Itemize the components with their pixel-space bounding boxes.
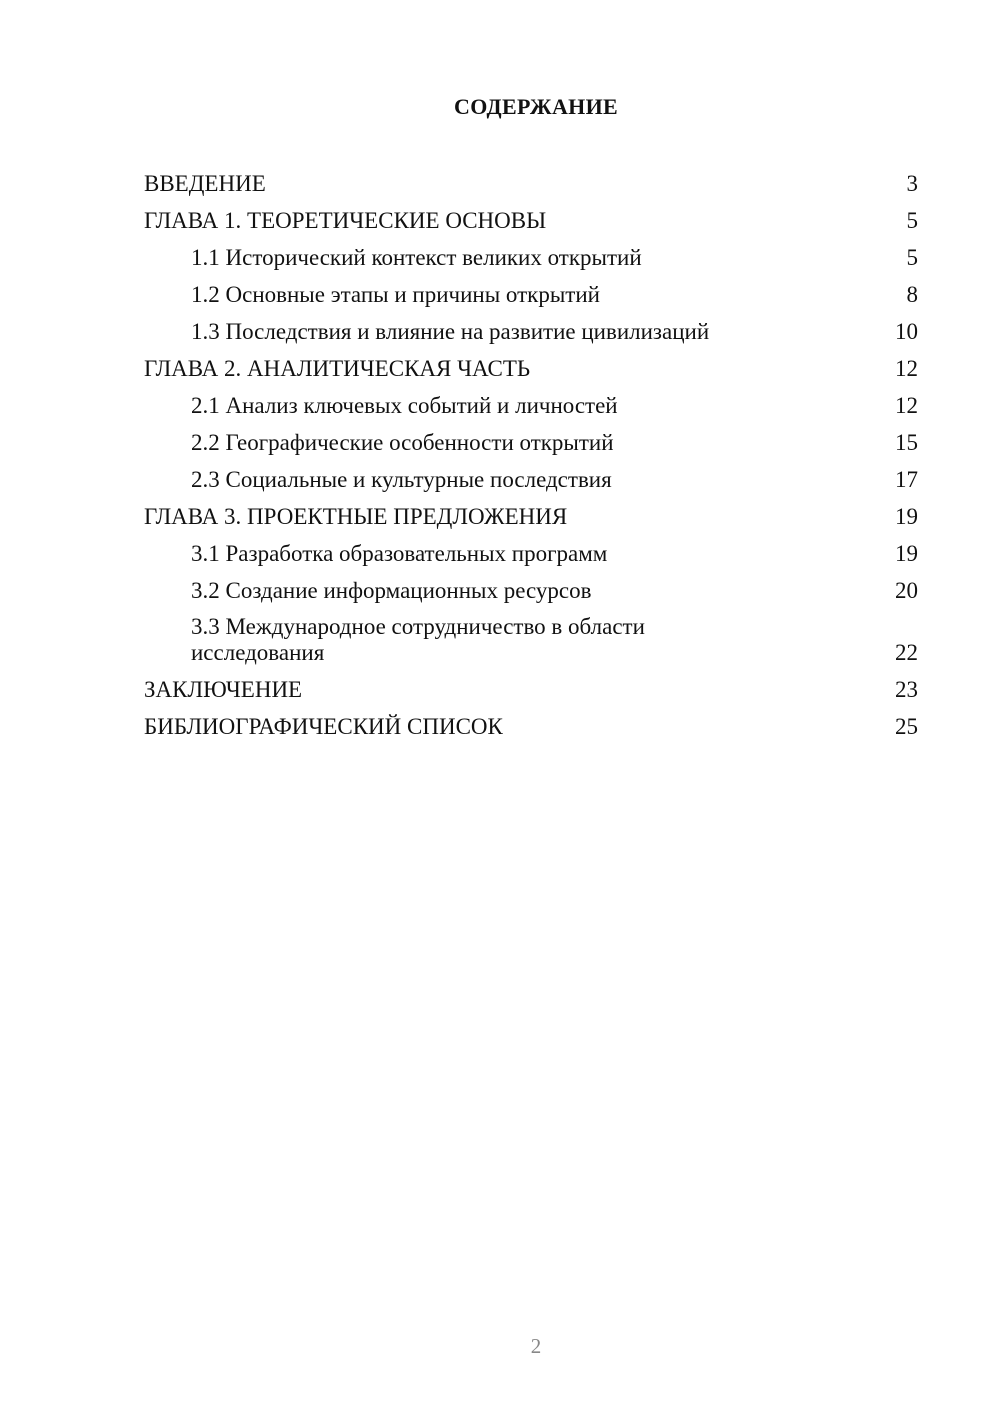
toc-entry-section-3-2[interactable] [144, 577, 918, 604]
toc-entry-section-2-2[interactable] [144, 429, 918, 456]
toc-entry-label: 1.1 Исторический контекст великих открытий [191, 245, 642, 270]
toc-entry-page-number: 19 [895, 504, 918, 529]
toc-entry-bibliography[interactable] [144, 713, 918, 740]
toc-entry-section-3-3[interactable] [144, 614, 918, 666]
page-title: СОДЕРЖАНИЕ [454, 94, 618, 119]
toc-entry-section-1-1[interactable] [144, 244, 918, 271]
toc-entry-page-number: 15 [895, 430, 918, 455]
toc-entry-label: 1.2 Основные этапы и причины открытий [191, 282, 600, 307]
toc-entry-label: 2.3 Социальные и культурные последствия [191, 467, 612, 492]
toc-entry-label: ГЛАВА 3. ПРОЕКТНЫЕ ПРЕДЛОЖЕНИЯ [144, 504, 568, 529]
toc-entry-label: ЗАКЛЮЧЕНИЕ [144, 677, 303, 702]
toc-entry-page-number: 19 [895, 541, 918, 566]
toc-entry-section-1-2[interactable] [144, 281, 918, 308]
toc-entry-chapter-2[interactable] [144, 355, 918, 382]
toc-entry-section-2-3[interactable] [144, 466, 918, 493]
toc-entry-label: 3.2 Создание информационных ресурсов [191, 578, 592, 603]
toc-entry-page-number: 5 [906, 208, 918, 233]
toc-entry-page-number: 17 [895, 467, 918, 492]
toc-entry-page-number: 3 [906, 171, 918, 196]
toc-entry-introduction[interactable] [144, 170, 918, 197]
toc-entry-section-1-3[interactable] [144, 318, 918, 345]
toc-entry-section-3-1[interactable] [144, 540, 918, 567]
toc-entry-label: ГЛАВА 1. ТЕОРЕТИЧЕСКИЕ ОСНОВЫ [144, 208, 547, 233]
toc-entry-label: 1.3 Последствия и влияние на развитие цивилизаций [191, 319, 710, 344]
toc-entry-label: 3.1 Разработка образовательных программ [191, 541, 608, 566]
toc-entry-section-2-1[interactable] [144, 392, 918, 419]
toc-entry-page-number: 10 [895, 319, 918, 344]
toc-entry-page-number: 20 [895, 578, 918, 603]
toc-entry-page-number: 5 [906, 245, 918, 270]
toc-entry-label: БИБЛИОГРАФИЧЕСКИЙ СПИСОК [144, 714, 503, 739]
toc-entry-chapter-1[interactable] [144, 207, 918, 234]
toc-entry-label: ГЛАВА 2. АНАЛИТИЧЕСКАЯ ЧАСТЬ [144, 356, 531, 381]
toc-entry-page-number: 8 [906, 282, 918, 307]
toc-entry-label: 2.1 Анализ ключевых событий и личностей [191, 393, 618, 418]
toc-entry-chapter-3[interactable] [144, 503, 918, 530]
page-number: 2 [530, 1334, 542, 1358]
toc-entry-label: ВВЕДЕНИЕ [144, 171, 266, 196]
toc-entry-page-number: 12 [895, 393, 918, 418]
toc-entry-page-number: 25 [895, 714, 918, 739]
toc-entry-page-number: 23 [895, 677, 918, 702]
toc-entry-label: 2.2 Географические особенности открытий [191, 430, 614, 455]
toc-entry-page-number: 12 [895, 356, 918, 381]
table-of-contents [144, 170, 918, 750]
toc-entry-label: 3.3 Международное сотрудничество в области исследования [191, 614, 645, 665]
toc-entry-conclusion[interactable] [144, 676, 918, 703]
toc-entry-page-number: 22 [895, 640, 918, 665]
